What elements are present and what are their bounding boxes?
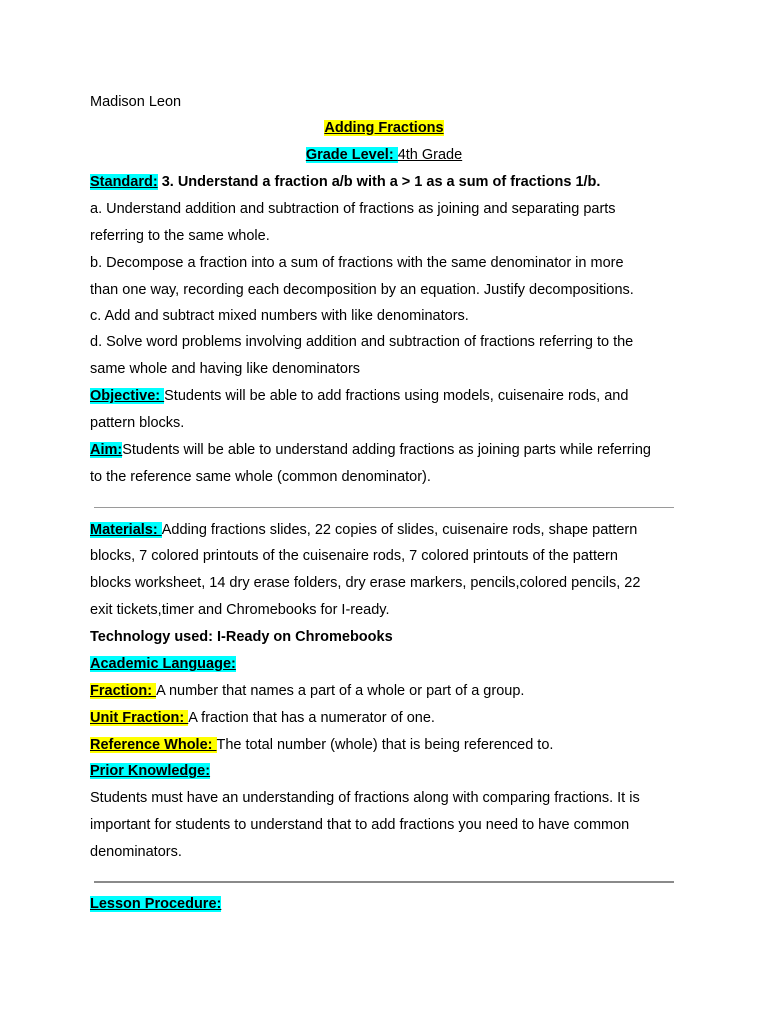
author-name: Madison Leon	[90, 94, 182, 110]
term-definition: The total number (whole) that is being referenced to.	[216, 737, 554, 753]
term-definition: A fraction that has a numerator of one.	[188, 710, 435, 726]
standard-text: 3. Understand a fraction a/b with a > 1 as a sum of fractions 1/b.	[157, 174, 601, 190]
materials-line-4: exit tickets,timer and Chromebooks for I-ready.	[90, 602, 390, 618]
objective-line-2: pattern blocks.	[90, 415, 185, 431]
prior-knowledge-line: important for students to understand that to add fractions you need to have common	[90, 817, 630, 833]
grade-level-label: Grade Level:	[305, 147, 398, 163]
standard-line: referring to the same whole.	[90, 228, 270, 244]
term-unit-fraction	[90, 708, 678, 728]
standard-line: d. Solve word problems involving addition and subtraction of fractions referring to the	[90, 334, 634, 350]
title-text: Adding Fractions	[324, 120, 444, 136]
prior-knowledge-heading	[90, 761, 678, 781]
objective-line	[90, 386, 678, 406]
aim-text: Students will be able to understand adding fractions as joining parts while referring	[122, 442, 651, 458]
materials-line	[90, 520, 678, 540]
standard-line: b. Decompose a fraction into a sum of fractions with the same denominator in more	[90, 255, 624, 271]
term-label: Reference Whole:	[90, 737, 217, 753]
grade-level-line	[90, 145, 678, 165]
lesson-procedure-label: Lesson Procedure:	[90, 896, 222, 912]
standard-label: Standard:	[90, 174, 158, 190]
horizontal-rule	[94, 507, 674, 508]
term-definition: A number that names a part of a whole or part of a group.	[156, 683, 525, 699]
term-fraction	[90, 681, 678, 701]
standard-line: than one way, recording each decomposition by an equation. Justify decompositions.	[90, 282, 634, 298]
materials-label: Materials:	[90, 522, 162, 538]
materials-line-2: blocks, 7 colored printouts of the cuisenaire rods, 7 colored printouts of the pattern	[90, 548, 618, 564]
technology-used: Technology used: I-Ready on Chromebooks	[90, 629, 393, 645]
horizontal-rule	[94, 881, 674, 883]
grade-level-value: 4th Grade	[397, 147, 463, 163]
prior-knowledge-line: Students must have an understanding of fractions along with comparing fractions. It is	[90, 790, 640, 806]
standard-line: a. Understand addition and subtraction of fractions as joining and separating parts	[90, 201, 616, 217]
document-title	[90, 118, 678, 138]
academic-language-heading	[90, 654, 678, 674]
standard-line: c. Add and subtract mixed numbers with like denominators.	[90, 308, 469, 324]
prior-knowledge-line: denominators.	[90, 844, 182, 860]
term-label: Fraction:	[90, 683, 157, 699]
lesson-procedure-heading	[90, 894, 678, 914]
term-reference-whole	[90, 735, 678, 755]
objective-text: Students will be able to add fractions using models, cuisenaire rods, and	[164, 388, 629, 404]
term-label: Unit Fraction:	[90, 710, 189, 726]
academic-language-label: Academic Language:	[90, 656, 236, 672]
aim-line	[90, 440, 678, 460]
aim-line-2: to the reference same whole (common denominator).	[90, 469, 431, 485]
materials-text: Adding fractions slides, 22 copies of slides, cuisenaire rods, shape pattern	[161, 522, 638, 538]
objective-label: Objective:	[90, 388, 165, 404]
standard-line: same whole and having like denominators	[90, 361, 361, 377]
aim-label: Aim:	[90, 442, 123, 458]
standard-heading	[90, 172, 678, 192]
prior-knowledge-label: Prior Knowledge:	[90, 763, 211, 779]
materials-line-3: blocks worksheet, 14 dry erase folders, dry erase markers, pencils,colored pencils, 22	[90, 575, 641, 591]
